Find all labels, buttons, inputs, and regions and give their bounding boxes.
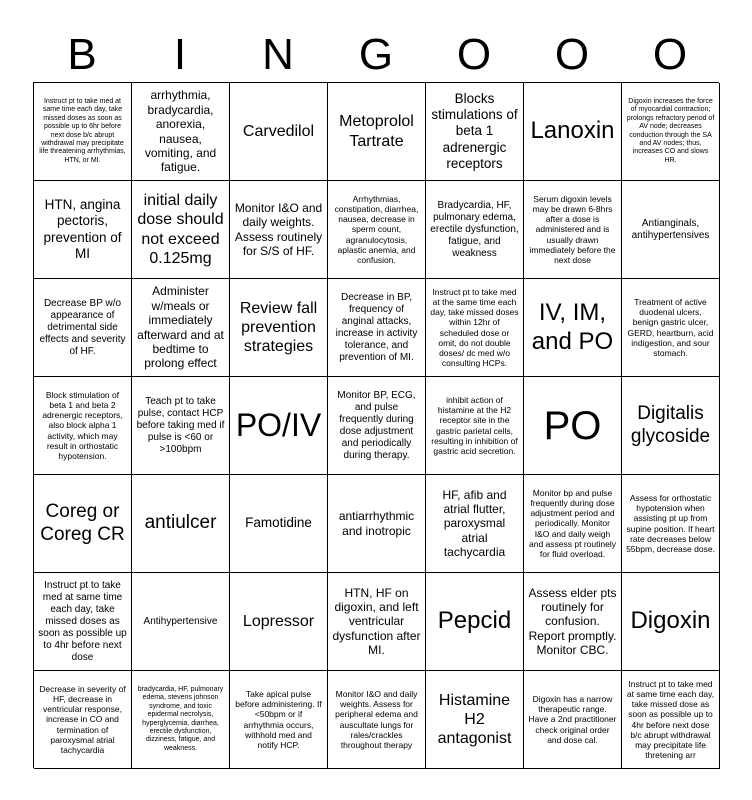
bingo-cell: Digoxin has a narrow therapeutic range. Have a 2nd practitioner check original order and dose cal.: [524, 671, 622, 769]
bingo-cell: arrhythmia, bradycardia, anorexia, nausea, vomiting, and fatigue.: [132, 83, 230, 181]
bingo-cell: Instruct pt to take med at the same time each day, take missed doses within 12hr of scheduled dose or omit, do not double doses/ dc med w/o consulting HCPs.: [426, 279, 524, 377]
bingo-cell: PO/IV: [230, 377, 328, 475]
bingo-cell: Monitor bp and pulse frequently during dose adjustment period and periodically. Monitor I&O and daily weigh and assess pt routinely for fluid overload.: [524, 475, 622, 573]
bingo-cell: Instruct pt to take med at same time each day, take missed dose as soon as possible up to 4hr before next dose b/c abrupt withdrawal may precipitate life thretening arr: [622, 671, 720, 769]
bingo-cell: Decrease BP w/o appearance of detrimental side effects and severity of HF.: [34, 279, 132, 377]
bingo-cell: Digoxin: [622, 573, 720, 671]
bingo-cell: Histamine H2 antagonist: [426, 671, 524, 769]
bingo-cell: Take apical pulse before administering. If <50bpm or if arrhythmia occurs, withhold med and notify HCP.: [230, 671, 328, 769]
header-letter-i: I: [173, 30, 187, 79]
bingo-cell: Serum digoxin levels may be drawn 6-8hrs after a dose is administered and is usually drawn immediately before the next dose: [524, 181, 622, 279]
bingo-cell: Digoxin increases the force of myocardial contraction; prolongs refractory period of AV node; decreases conduction through the SA and AV nodes; thus, increases CO and slows HR.: [622, 83, 720, 181]
bingo-cell: Famotidine: [230, 475, 328, 573]
bingo-cell: Coreg or Coreg CR: [34, 475, 132, 573]
bingo-cell: Instruct pt to take med at same time each day, take missed doses as soon as possible up to 6hr before next dose b/c abrupt withdrawal may precipitate life threatening arrhythmias, HTN, or MI.: [34, 83, 132, 181]
bingo-cell: Administer w/meals or immediately afterward and at bedtime to prolong effect: [132, 279, 230, 377]
bingo-cell: HTN, HF on digoxin, and left ventricular dysfunction after MI.: [328, 573, 426, 671]
bingo-cell: Instruct pt to take med at same time each day, take missed doses as soon as possible up to 4hr before next dose: [34, 573, 132, 671]
bingo-cell: Antihypertensive: [132, 573, 230, 671]
bingo-cell: Monitor I&O and daily weights. Assess for peripheral edema and auscultate lungs for rales/crackles throughout therapy: [328, 671, 426, 769]
bingo-cell: PO: [524, 377, 622, 475]
header-letter-b: B: [67, 30, 97, 79]
bingo-cell: antiarrhythmic and inotropic: [328, 475, 426, 573]
bingo-cell: Carvedilol: [230, 83, 328, 181]
bingo-cell: Monitor BP, ECG, and pulse frequently during dose adjustment and periodically during therapy.: [328, 377, 426, 475]
bingo-cell: Antianginals, antihypertensives: [622, 181, 720, 279]
header-letter-g: G: [358, 30, 394, 79]
bingo-cell: Assess for orthostatic hypotension when assisting pt up from supine position. If heart rate decreases below 55bpm, decrease dose.: [622, 475, 720, 573]
bingo-cell: HF, afib and atrial flutter, paroxysmal atrial tachycardia: [426, 475, 524, 573]
bingo-cell: Bradycardia, HF, pulmonary edema, erectile dysfunction, fatigue, and weakness: [426, 181, 524, 279]
header-letter-n: N: [262, 30, 294, 79]
bingo-cell: Monitor I&O and daily weights. Assess routinely for S/S of HF.: [230, 181, 328, 279]
bingo-cell: Lanoxin: [524, 83, 622, 181]
bingo-cell: Lopressor: [230, 573, 328, 671]
bingo-cell: Teach pt to take pulse, contact HCP before taking med if pulse is <60 or >100bpm: [132, 377, 230, 475]
bingo-cell: Review fall prevention strategies: [230, 279, 328, 377]
bingo-cell: Metoprolol Tartrate: [328, 83, 426, 181]
bingo-cell: bradycardia, HF, pulmonary edema, stevens johnson syndrome, and toxic epidermal necrolysis, hyperglycemia, diarrhea, erectile dysfunction, dizziness, fatigue, and weakness.: [132, 671, 230, 769]
bingo-cell: Decrease in BP, frequency of anginal attacks, increase in activity tolerance, and prevention of MI.: [328, 279, 426, 377]
bingo-cell: Arrhythmias, constipation, diarrhea, nausea, decrease in sperm count, agranulocytosis, aplastic anemia, and confusion.: [328, 181, 426, 279]
bingo-cell: Assess elder pts routinely for confusion. Report promptly. Monitor CBC.: [524, 573, 622, 671]
bingo-cell: Decrease in severity of HF, decrease in ventricular response, increase in CO and termination of paroxysmal atrial tachycardia: [34, 671, 132, 769]
bingo-cell: antiulcer: [132, 475, 230, 573]
header-letter-o-3: O: [652, 30, 688, 79]
bingo-cell: Block stimulation of beta 1 and beta 2 adrenergic receptors, also block alpha 1 activity, which may result in orthostatic hypotension.: [34, 377, 132, 475]
bingo-card-grid: [33, 82, 719, 768]
bingo-cell: Digitalis glycoside: [622, 377, 720, 475]
header-letter-o-2: O: [554, 30, 590, 79]
bingo-cell: Pepcid: [426, 573, 524, 671]
bingo-header: [33, 30, 719, 80]
header-letter-o-1: O: [456, 30, 492, 79]
bingo-cell: Blocks stimulations of beta 1 adrenergic receptors: [426, 83, 524, 181]
bingo-cell: IV, IM, and PO: [524, 279, 622, 377]
bingo-cell: Treatment of active duodenal ulcers, benign gastric ulcer, GERD, heartburn, acid indigestion, and sour stomach.: [622, 279, 720, 377]
bingo-cell: inhibit action of histamine at the H2 receptor site in the gastric parietal cells, resulting in inhibition of gastric acid secretion.: [426, 377, 524, 475]
bingo-cell: initial daily dose should not exceed 0.125mg: [132, 181, 230, 279]
bingo-cell: HTN, angina pectoris, prevention of MI: [34, 181, 132, 279]
